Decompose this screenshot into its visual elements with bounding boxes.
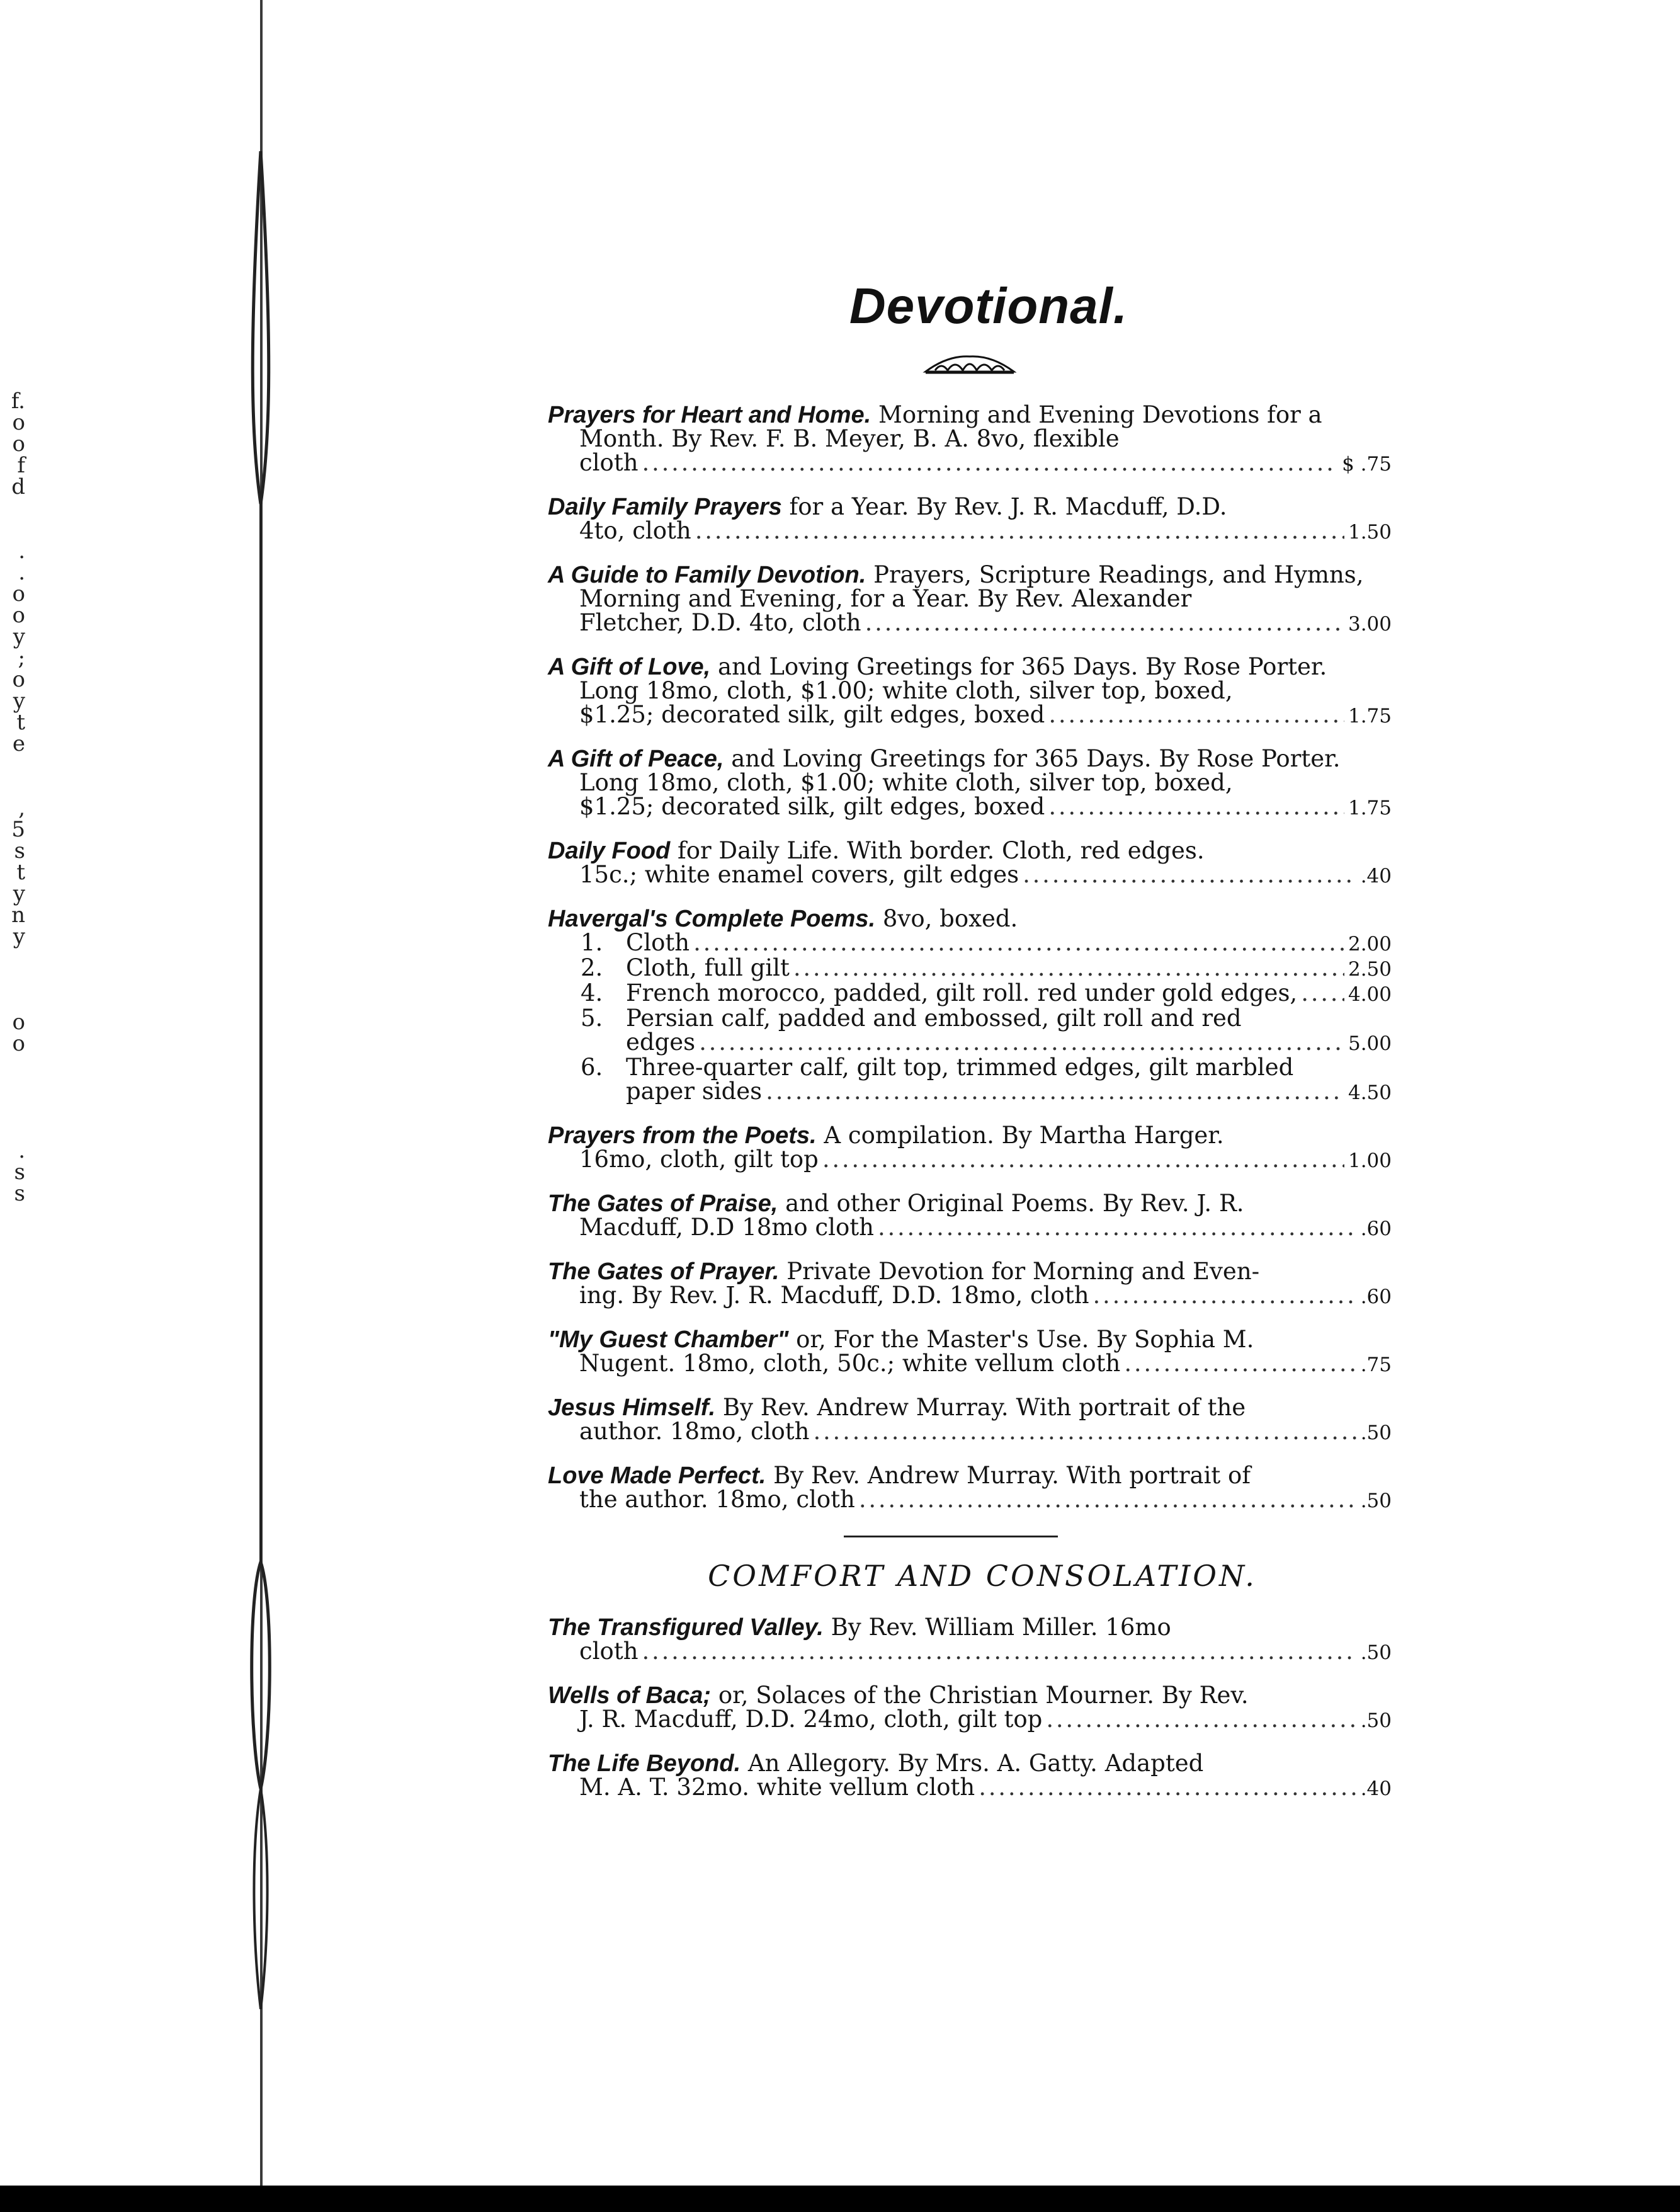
edition-price: 4.00 [1348, 983, 1392, 1006]
entry-title: The Life Beyond. [548, 1750, 741, 1777]
edition-list [548, 931, 1392, 1105]
dot-leader [642, 1639, 1357, 1663]
dot-leader [693, 931, 1344, 955]
dot-leader [642, 451, 1339, 475]
price-line [548, 519, 1392, 544]
edition-item [581, 1056, 1392, 1080]
facing-page-edge [0, 0, 258, 2212]
entry-title: Prayers for Heart and Home. [548, 402, 871, 428]
bleed-char [0, 1097, 25, 1119]
edition-number: 6. [581, 1054, 603, 1081]
bleed-char [0, 969, 25, 990]
edition-text: Persian calf, padded and embossed, gilt roll and red [626, 1005, 1242, 1032]
entry-format: Macduff, D.D 18mo cloth [579, 1214, 874, 1241]
entry-price: 1.75 [1348, 797, 1392, 819]
catalog-entry [548, 495, 1392, 544]
entry-text: By Rev. William Miller. 16mo [831, 1614, 1171, 1641]
entry-title: Daily Family Prayers [548, 494, 782, 520]
edition-text: Cloth [626, 929, 690, 956]
entry-description [548, 1192, 1392, 1216]
entry-format: $1.25; decorated silk, gilt edges, boxed [579, 701, 1045, 728]
entry-description [548, 1464, 1392, 1488]
dot-leader [865, 611, 1344, 635]
entry-price: .40 [1360, 1777, 1392, 1800]
entry-description [548, 1260, 1392, 1284]
bleed-char: f. [11, 389, 25, 414]
entry-text: An Allegory. By Mrs. A. Gatty. Adapted [747, 1750, 1204, 1777]
catalog-entry [548, 1260, 1392, 1309]
catalog-entry [548, 1616, 1392, 1665]
edition-text: Cloth, full gilt [626, 954, 790, 981]
price-line [548, 611, 1392, 636]
entry-description [548, 839, 1392, 863]
entry-text: or, Solaces of the Christian Mourner. By Rev. [718, 1682, 1249, 1709]
entry-format: author. 18mo, cloth [579, 1418, 810, 1445]
dot-leader [1093, 1284, 1357, 1308]
entry-text: and Loving Greetings for 365 Days. By Rose Porter. Long 18mo, cloth, $1.00; white cloth, silver top, boxed, [579, 745, 1341, 796]
bleed-char: . [18, 1138, 25, 1163]
bleed-char [0, 755, 25, 776]
entry-price: .60 [1360, 1217, 1392, 1240]
dot-leader [1048, 703, 1344, 727]
entry-text: or, For the Master's Use. By Sophia M. [796, 1326, 1254, 1353]
bleed-char: y [13, 924, 25, 949]
catalog-entry [548, 1684, 1392, 1733]
entry-format: cloth [579, 1638, 639, 1665]
entry-text: for Daily Life. With border. Cloth, red edges. [678, 837, 1205, 864]
catalog-entry [548, 563, 1392, 636]
bleed-char: y [13, 881, 25, 906]
bleed-char: , [18, 795, 25, 821]
entry-description [548, 563, 1392, 611]
bleed-char: t [16, 860, 25, 885]
entry-format: Nugent. 18mo, cloth, 50c.; white vellum cloth [579, 1350, 1121, 1377]
entry-title: A Gift of Love, [548, 654, 711, 680]
catalog-entry [548, 747, 1392, 820]
entry-format: M. A. T. 32mo. white vellum cloth [579, 1774, 975, 1801]
edition-price: 5.00 [1348, 1032, 1392, 1055]
entry-text: Private Devotion for Morning and Even- [786, 1258, 1260, 1285]
bleed-char: s [14, 838, 25, 864]
dot-leader [699, 1030, 1344, 1054]
entry-description [548, 403, 1392, 451]
bleed-char: t [16, 710, 25, 735]
bleed-char: . [18, 539, 25, 564]
entry-title: Prayers from the Poets. [548, 1122, 817, 1149]
edition-price: 2.50 [1348, 958, 1392, 981]
entry-description [548, 495, 1392, 519]
edition-text: French morocco, padded, gilt roll. red under gold edges, [626, 979, 1298, 1006]
entry-title: The Gates of Praise, [548, 1190, 778, 1217]
entry-price: .40 [1360, 865, 1392, 887]
dot-leader [859, 1488, 1357, 1512]
entry-price: 1.50 [1348, 521, 1392, 544]
edition-price: 4.50 [1348, 1081, 1392, 1104]
dot-leader [793, 956, 1344, 980]
entry-price: 1.00 [1348, 1149, 1392, 1172]
dot-leader [1023, 863, 1357, 887]
entry-format: ing. By Rev. J. R. Macduff, D.D. 18mo, cloth [579, 1282, 1089, 1309]
entry-description [548, 1396, 1392, 1420]
entry-title: The Gates of Prayer. [548, 1258, 780, 1285]
catalog-entry [548, 403, 1392, 476]
entry-price: .50 [1360, 1422, 1392, 1444]
bleed-char: s [14, 1181, 25, 1206]
dot-leader [1048, 795, 1344, 819]
dot-leader [822, 1148, 1344, 1172]
price-line [548, 703, 1392, 728]
bleed-char [0, 1054, 25, 1076]
bleed-char: e [12, 731, 25, 756]
entry-format: 4to, cloth [579, 517, 691, 544]
page-title: Devotional. [849, 278, 1128, 334]
price-line [548, 1216, 1392, 1241]
price-line [548, 795, 1392, 820]
entry-description [548, 1752, 1392, 1776]
catalog-page [548, 277, 1392, 1820]
entry-description [548, 655, 1392, 703]
price-line [548, 1707, 1392, 1733]
entry-text: Morning and Evening Devotions for a Month. By Rev. F. B. Meyer, B. A. 8vo, flexible [579, 401, 1322, 452]
entry-text: and other Original Poems. By Rev. J. R. [785, 1190, 1244, 1217]
entry-format: the author. 18mo, cloth [579, 1486, 855, 1513]
catalog-entry [548, 1396, 1392, 1445]
entry-price: .50 [1360, 1709, 1392, 1732]
dot-leader [1046, 1707, 1356, 1731]
edition-text-cont: paper sides [626, 1078, 763, 1105]
bleed-char: o [12, 1010, 25, 1035]
entry-price: $ .75 [1342, 453, 1392, 476]
entry-description [548, 1328, 1392, 1352]
price-line [548, 1352, 1392, 1377]
bleed-char: o [12, 667, 25, 692]
bleed-char: o [12, 410, 25, 435]
edition-number: 1. [581, 929, 603, 956]
bleed-char: . [18, 560, 25, 585]
entry-format: cloth [579, 449, 639, 476]
entry-text: A compilation. By Martha Harger. [824, 1122, 1224, 1149]
bleed-char: ; [18, 646, 25, 671]
entry-title: Love Made Perfect. [548, 1462, 766, 1489]
entry-list-3 [548, 1616, 1392, 1801]
price-line [581, 1080, 1392, 1105]
price-line [548, 1148, 1392, 1173]
section-divider [844, 1536, 1058, 1537]
bleed-char [0, 1119, 25, 1140]
edition-item [581, 1006, 1392, 1030]
entry-price: .75 [1360, 1354, 1392, 1376]
price-line [581, 1030, 1392, 1056]
dot-leader [979, 1776, 1356, 1799]
catalog-entry [548, 1464, 1392, 1513]
price-line [548, 1284, 1392, 1309]
entry-list [548, 403, 1392, 888]
entry-title: Havergal's Complete Poems. [548, 906, 876, 932]
entry-text: for a Year. By Rev. J. R. Macduff, D.D. [789, 493, 1227, 520]
entry-text: By Rev. Andrew Murray. With portrait of [773, 1462, 1251, 1489]
edition-item [581, 981, 1392, 1006]
price-line [548, 1776, 1392, 1801]
entry-format: 16mo, cloth, gilt top [579, 1146, 819, 1173]
edition-number: 4. [581, 979, 603, 1006]
entry-title: The Transfigured Valley. [548, 1614, 824, 1641]
edition-text: Three-quarter calf, gilt top, trimmed edges, gilt marbled [626, 1054, 1294, 1081]
price-line [548, 1488, 1392, 1513]
entry-title: A Gift of Peace, [548, 746, 724, 772]
entry-description [548, 1684, 1392, 1707]
entry-title: Jesus Himself. [548, 1394, 716, 1421]
ornament-icon [922, 353, 1017, 377]
bleed-char: 5 [11, 817, 25, 842]
dot-leader [878, 1216, 1357, 1240]
bleed-char [0, 776, 25, 797]
entry-price: 1.75 [1348, 705, 1392, 727]
entry-format: J. R. Macduff, D.D. 24mo, cloth, gilt top [579, 1706, 1043, 1733]
catalog-entry [548, 1752, 1392, 1801]
bleed-char: n [11, 903, 25, 928]
bleed-char: o [12, 431, 25, 457]
dot-leader [1301, 981, 1344, 1005]
entry-price: .50 [1360, 1490, 1392, 1512]
price-line [548, 1420, 1392, 1445]
price-line [548, 451, 1392, 476]
bleed-char: o [12, 603, 25, 628]
havergal-entry [548, 907, 1392, 1105]
dot-leader [766, 1080, 1344, 1103]
entry-price: .60 [1360, 1286, 1392, 1308]
price-line [548, 863, 1392, 888]
entry-text: 8vo, boxed. [882, 905, 1018, 932]
dot-leader [814, 1420, 1357, 1444]
bleed-char: o [12, 581, 25, 607]
entry-format: $1.25; decorated silk, gilt edges, boxed [579, 793, 1045, 820]
entry-description [548, 1124, 1392, 1148]
entry-description [548, 747, 1392, 795]
bleed-char: d [11, 474, 25, 499]
catalog-entry [548, 1124, 1392, 1173]
entry-title: "My Guest Chamber" [548, 1326, 789, 1353]
catalog-entry [548, 655, 1392, 728]
edition-item [581, 956, 1392, 981]
bleed-char [0, 947, 25, 969]
entry-title: Wells of Baca; [548, 1682, 712, 1709]
edition-item [581, 931, 1392, 956]
bleed-char [0, 1076, 25, 1097]
edition-text-cont: edges [626, 1029, 696, 1056]
bleed-char [0, 519, 25, 540]
bleed-char: s [14, 1160, 25, 1185]
bleed-char: o [12, 1031, 25, 1056]
entry-format: Fletcher, D.D. 4to, cloth [579, 609, 861, 636]
entry-price: .50 [1360, 1641, 1392, 1664]
bleed-char [0, 498, 25, 519]
bleed-char: y [13, 624, 25, 649]
entry-list-2 [548, 1124, 1392, 1513]
bleed-char: f [17, 453, 25, 478]
price-line [548, 1639, 1392, 1665]
entry-text: and Loving Greetings for 365 Days. By Rose Porter. Long 18mo, cloth, $1.00; white cloth, silver top, boxed, [579, 653, 1327, 704]
section-subheading: COMFORT AND CONSOLATION. [708, 1559, 1257, 1593]
edition-number: 2. [581, 954, 603, 981]
dot-leader [1124, 1352, 1356, 1376]
entry-description [548, 1616, 1392, 1639]
binding-thread [242, 151, 280, 2009]
bleed-char: y [13, 688, 25, 714]
facing-page-bleed-text [0, 391, 25, 1204]
entry-text: By Rev. Andrew Murray. With portrait of the [722, 1394, 1246, 1421]
edition-number: 5. [581, 1005, 603, 1032]
catalog-entry [548, 1328, 1392, 1377]
scan-bottom-edge [0, 2186, 1680, 2212]
entry-text: Prayers, Scripture Readings, and Hymns, Morning and Evening, for a Year. By Rev. Alexander [579, 561, 1364, 612]
entry-title: Daily Food [548, 838, 671, 864]
entry-title: A Guide to Family Devotion. [548, 562, 866, 588]
edition-price: 2.00 [1348, 933, 1392, 955]
entry-price: 3.00 [1348, 613, 1392, 636]
entry-format: 15c.; white enamel covers, gilt edges [579, 861, 1019, 888]
catalog-entry [548, 1192, 1392, 1241]
catalog-entry [548, 839, 1392, 888]
dot-leader [695, 519, 1344, 543]
bleed-char [0, 990, 25, 1012]
